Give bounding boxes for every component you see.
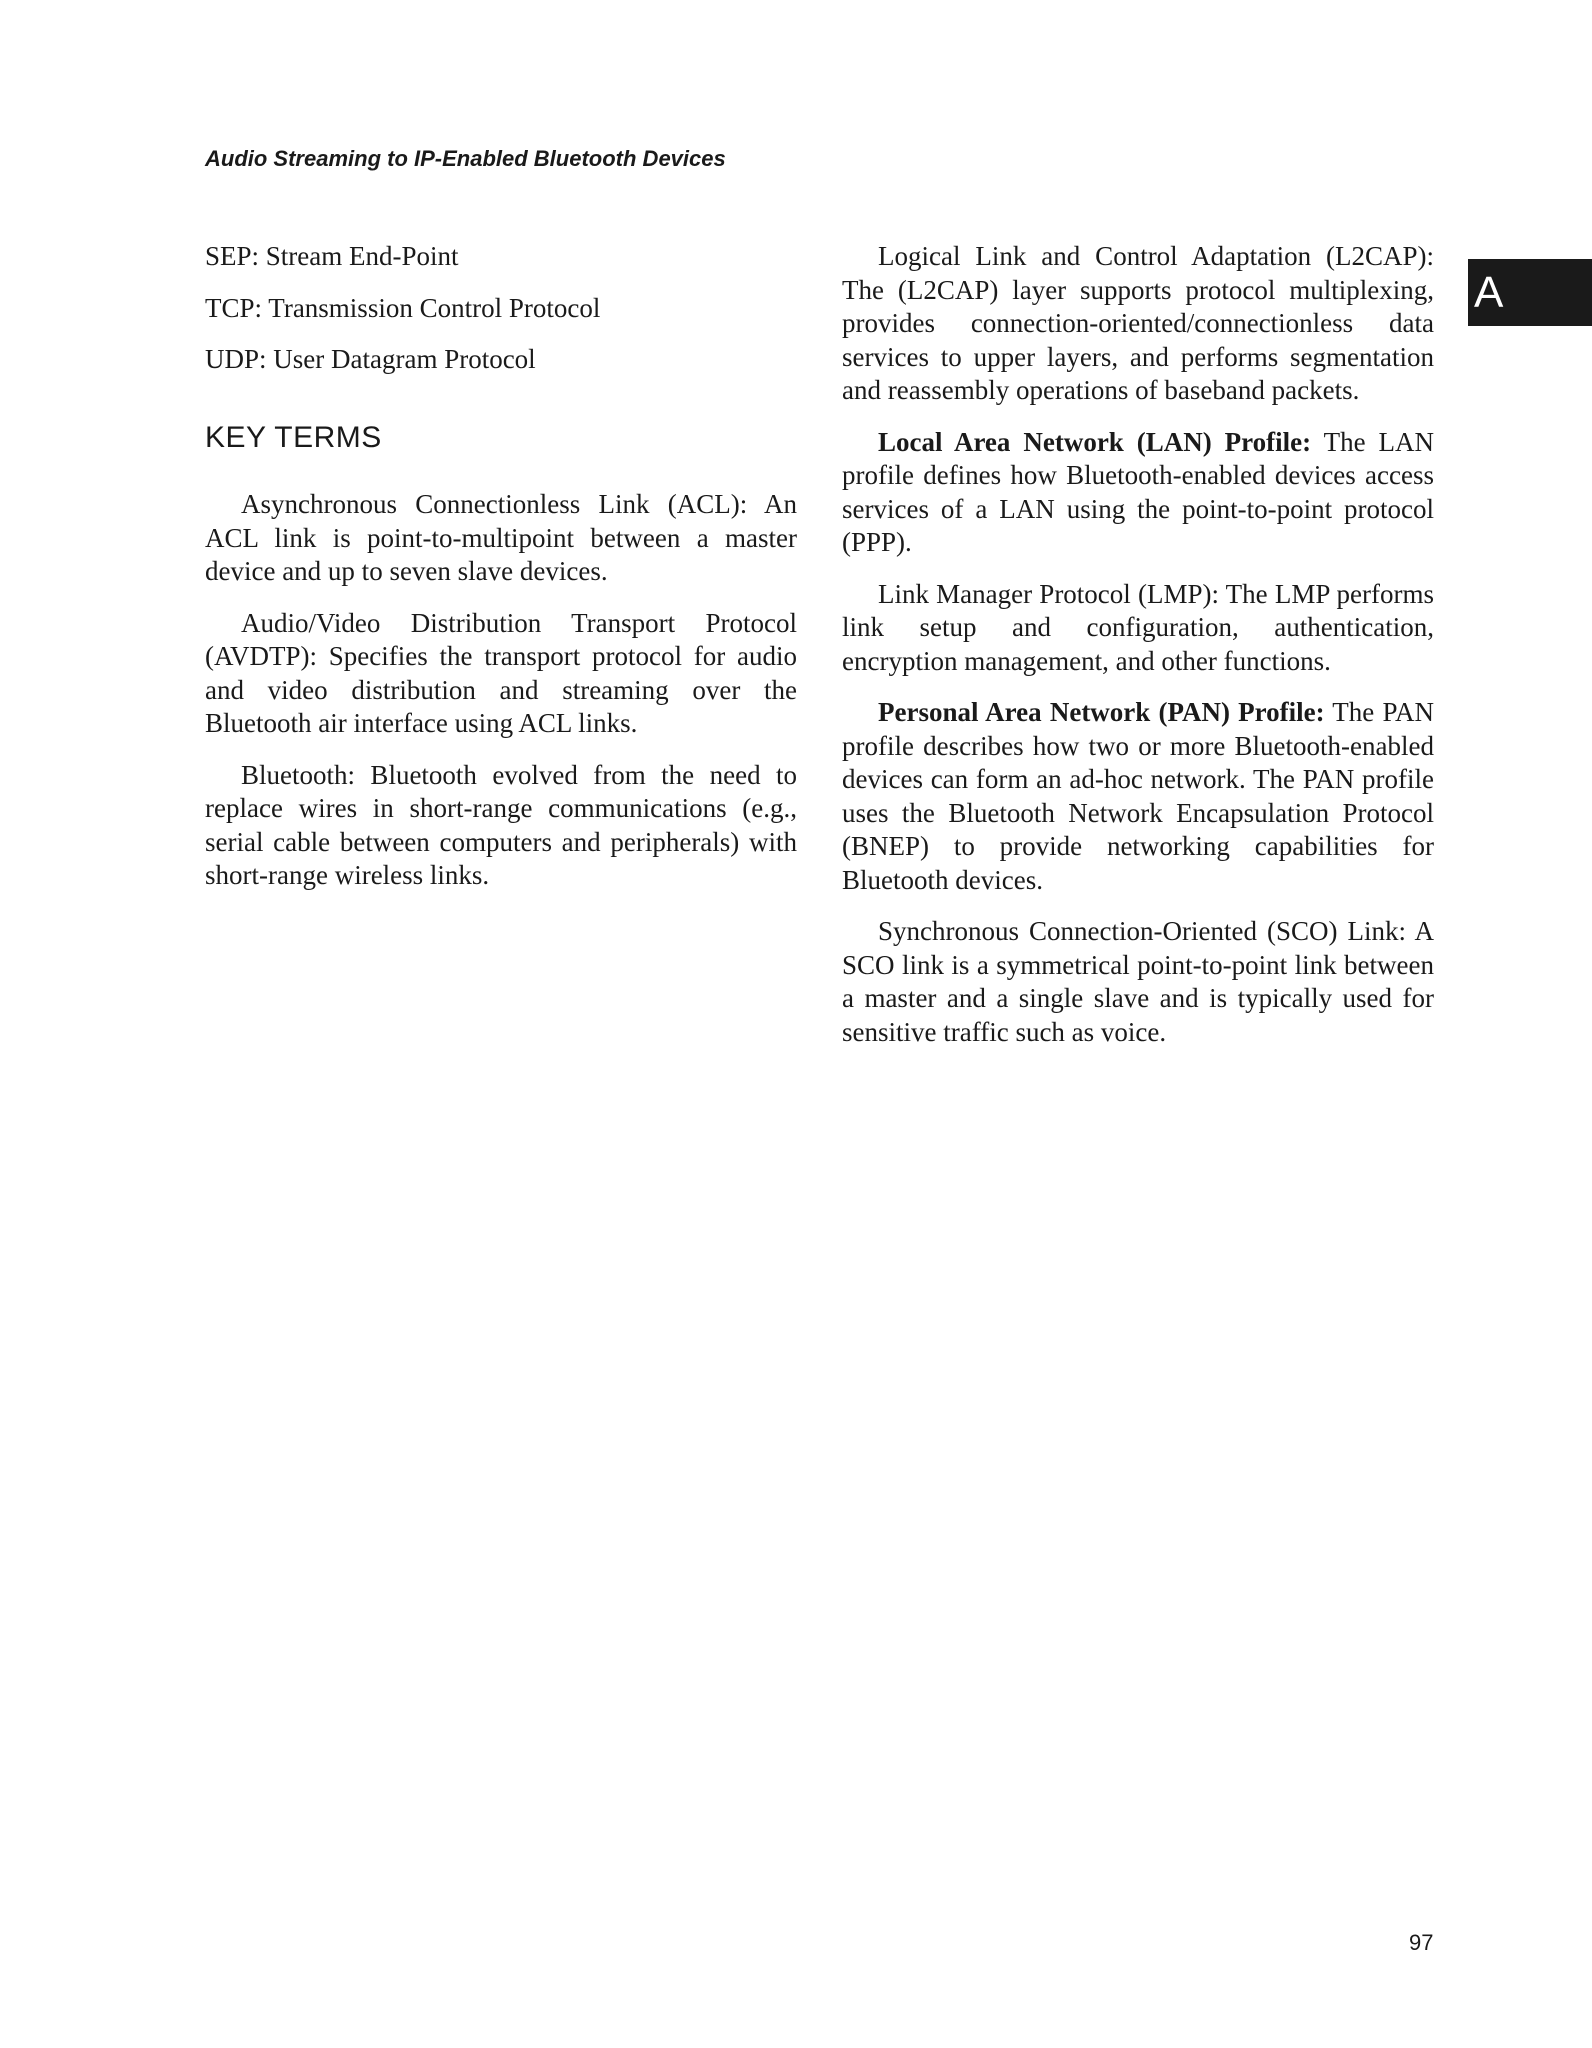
term-label: Personal Area Network (PAN) Profile: — [878, 697, 1325, 727]
term-pan-profile — [842, 696, 1434, 897]
key-terms-heading: KEY TERMS — [205, 420, 382, 454]
term-definition: An ACL link is point-to-multipoint between a master device and up to seven slave devices. — [205, 489, 798, 586]
term-label: Logical Link and Control Adaptation (L2CAP): — [878, 241, 1434, 271]
term-definition: Specifies the transport protocol for audio and video distribution and streaming over the Bluetooth air interface using ACL links. — [205, 641, 797, 738]
right-column — [842, 240, 1434, 1067]
term-label: Bluetooth: — [241, 759, 355, 790]
abbreviation-sep: SEP: Stream End-Point — [205, 241, 459, 271]
term-label: Synchronous Connection-Oriented (SCO) Link: — [878, 916, 1406, 946]
term-definition: The LMP performs link setup and configuration, authentication, encryption management, and other functions. — [842, 578, 1434, 676]
abbreviation-udp: UDP: User Datagram Protocol — [205, 344, 536, 374]
term-lmp — [842, 578, 1434, 679]
term-lan-profile — [842, 426, 1434, 560]
page-number: 97 — [1409, 1930, 1434, 1955]
term-acl — [205, 488, 797, 589]
term-definition: A SCO link is a symmetrical point-to-point link between a master and a single slave and is typically used for sensitive traffic such as voice. — [842, 916, 1434, 1047]
term-l2cap — [842, 240, 1434, 408]
term-definition: The LAN profile defines how Bluetooth-enabled devices access services of a LAN using the point-to-point protocol (PPP). — [842, 426, 1435, 557]
section-tab: A — [1468, 259, 1592, 326]
term-avdtp — [205, 607, 797, 741]
term-label: Local Area Network (LAN) Profile: — [878, 426, 1312, 457]
left-column — [205, 240, 797, 911]
running-head: Audio Streaming to IP-Enabled Bluetooth Devices — [205, 146, 726, 171]
term-definition: The PAN profile describes how two or more Bluetooth-enabled devices can form an ad-hoc network. The PAN profile uses the Bluetooth Network Encapsulation Protocol (BNEP) to provide networking capabilities for Bluetooth devices. — [842, 697, 1434, 895]
term-sco — [842, 915, 1434, 1049]
term-label: Asynchronous Connectionless Link (ACL): — [241, 489, 748, 519]
term-definition: Bluetooth evolved from the need to replace wires in short-range communications (e.g., serial cable between computers and peripherals) with short-range wireless links. — [205, 759, 797, 890]
term-label: Link Manager Protocol (LMP): — [878, 578, 1219, 609]
term-label: Audio/Video Distribution Transport Protocol (AVDTP): — [205, 607, 797, 671]
abbreviation-tcp: TCP: Transmission Control Protocol — [205, 292, 601, 323]
term-definition: The (L2CAP) layer supports protocol multiplexing, provides connection-oriented/connectionless data services to upper layers, and performs segmentation and reassembly operations of baseband packets. — [842, 274, 1434, 405]
term-bluetooth — [205, 759, 797, 893]
